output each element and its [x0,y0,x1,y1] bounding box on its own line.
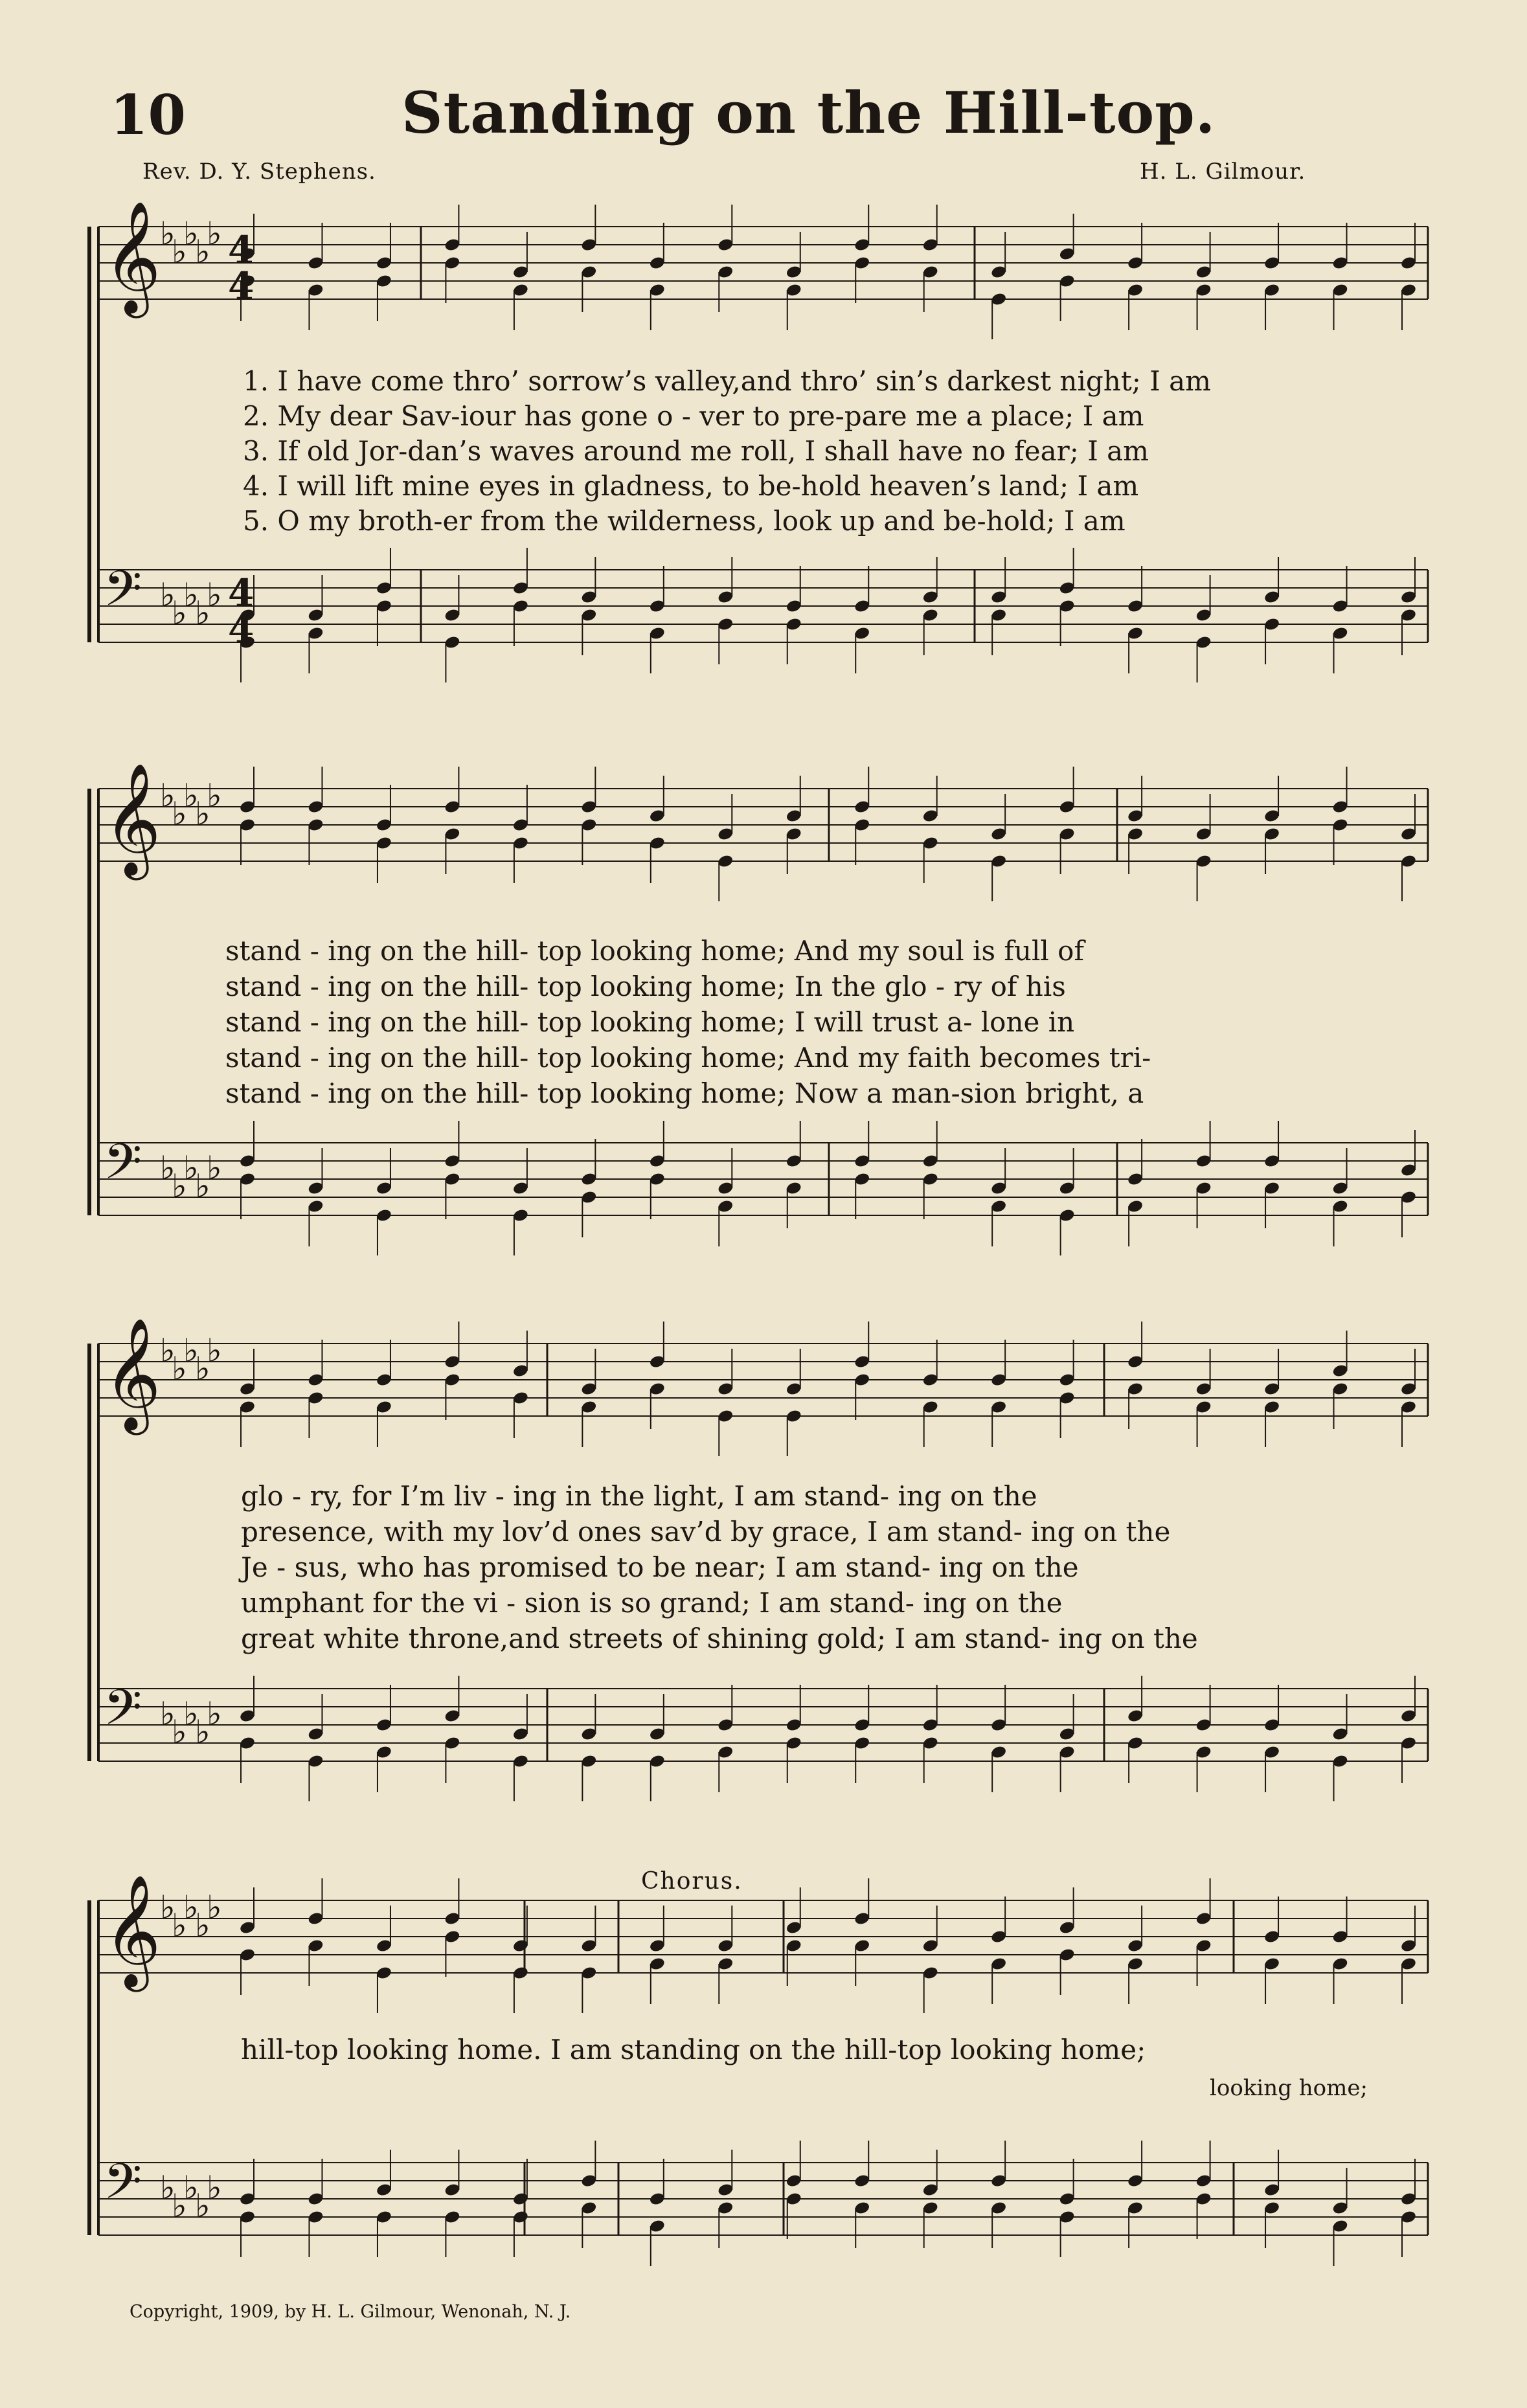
flat-sign-icon: ♭ [160,777,175,815]
lyric-line-s3-v1: glo - ry, for I’m liv - ing in the light, I am stand- ing on the [241,1480,1037,1512]
flat-sign-icon: ♭ [172,1350,187,1388]
time-signature: 4 [228,228,254,272]
flat-sign-icon: ♭ [160,1149,175,1187]
flat-sign-icon: ♭ [183,1695,199,1733]
flat-sign-icon: ♭ [195,233,210,271]
flat-sign-icon: ♭ [207,215,222,253]
bass-clef-icon: 𝄢 [104,1679,142,1748]
bass-clef-icon: 𝄢 [104,2153,142,2222]
lyric-line-s3-v2: presence, with my lov’d ones sav’d by grace, I am stand- ing on the [241,1516,1171,1547]
treble-clef-icon: 𝄞 [104,1318,161,1430]
flat-sign-icon: ♭ [172,1167,187,1205]
flat-sign-icon: ♭ [183,1332,199,1369]
flat-sign-icon: ♭ [195,2187,210,2225]
flat-sign-icon: ♭ [172,1713,187,1751]
flat-sign-icon: ♭ [172,1907,187,1944]
flat-sign-icon: ♭ [207,576,222,614]
flat-sign-icon: ♭ [183,1149,199,1187]
flat-sign-icon: ♭ [207,2169,222,2207]
lyric-line-s3-v5: great white throne,and streets of shining gold; I am stand- ing on the [241,1623,1198,1654]
bass-clef-icon: 𝄢 [104,560,142,629]
flat-sign-icon: ♭ [172,594,187,632]
lyric-line-s2-v5: stand - ing on the hill- top looking home; Now a man-sion bright, a [225,1077,1144,1109]
flat-sign-icon: ♭ [207,1695,222,1733]
treble-clef-icon: 𝄞 [104,763,161,875]
composer-credit: H. L. Gilmour. [1140,159,1306,185]
hymn-number: 10 [110,83,186,147]
flat-sign-icon: ♭ [195,1350,210,1388]
flat-sign-icon: ♭ [183,1889,199,1926]
page-title: Standing on the Hill-top. [402,79,1216,146]
lyric-line-s4: hill-top looking home. I am standing on the hill-top looking home; [241,2034,1146,2065]
treble-clef-icon: 𝄞 [104,201,161,313]
lyric-line-s1-v4: 4. I will lift mine eyes in gladness, to be-hold heaven’s land; I am [243,470,1139,502]
flat-sign-icon: ♭ [160,576,175,614]
flat-sign-icon: ♭ [160,1889,175,1926]
chorus-label: Chorus. [641,1868,743,1895]
lyric-line-s1-v2: 2. My dear Sav-iour has gone o - ver to pre-pare me a place; I am [243,400,1144,432]
lyric-line-s2-v4: stand - ing on the hill- top looking home; And my faith becomes tri- [225,1042,1151,1074]
flat-sign-icon: ♭ [207,1332,222,1369]
flat-sign-icon: ♭ [195,1167,210,1205]
flat-sign-icon: ♭ [195,795,210,833]
copyright-notice: Copyright, 1909, by H. L. Gilmour, Wenonah, N. J. [130,2302,571,2322]
flat-sign-icon: ♭ [160,1695,175,1733]
lyric-line-s3-v3: Je - sus, who has promised to be near; I am stand- ing on the [241,1551,1079,1583]
flat-sign-icon: ♭ [160,1332,175,1369]
time-signature: 4 [228,571,254,615]
flat-sign-icon: ♭ [195,594,210,632]
flat-sign-icon: ♭ [183,777,199,815]
lyric-line-s2-v3: stand - ing on the hill- top looking home; I will trust a- lone in [225,1006,1075,1038]
bass-words: looking home; [1210,2075,1368,2101]
flat-sign-icon: ♭ [183,215,199,253]
lyric-line-s1-v1: 1. I have come thro’ sorrow’s valley,and thro’ sin’s darkest night; I am [243,365,1211,397]
time-signature: 4 [228,264,254,308]
lyric-line-s1-v5: 5. O my broth-er from the wilderness, look up and be-hold; I am [243,505,1125,537]
flat-sign-icon: ♭ [207,1149,222,1187]
flat-sign-icon: ♭ [207,1889,222,1926]
lyric-line-s2-v2: stand - ing on the hill- top looking home; In the glo - ry of his [225,971,1066,1002]
flat-sign-icon: ♭ [183,2169,199,2207]
time-signature: 4 [228,607,254,651]
flat-sign-icon: ♭ [172,795,187,833]
flat-sign-icon: ♭ [172,2187,187,2225]
flat-sign-icon: ♭ [207,777,222,815]
lyric-line-s2-v1: stand - ing on the hill- top looking home; And my soul is full of [225,935,1084,967]
lyric-line-s3-v4: umphant for the vi - sion is so grand; I am stand- ing on the [241,1587,1063,1619]
lyric-line-s1-v3: 3. If old Jor-dan’s waves around me roll, I shall have no fear; I am [243,435,1149,467]
treble-clef-icon: 𝄞 [104,1874,161,1987]
flat-sign-icon: ♭ [195,1713,210,1751]
bass-clef-icon: 𝄢 [104,1133,142,1202]
flat-sign-icon: ♭ [160,2169,175,2207]
flat-sign-icon: ♭ [160,215,175,253]
flat-sign-icon: ♭ [183,576,199,614]
flat-sign-icon: ♭ [195,1907,210,1944]
flat-sign-icon: ♭ [172,233,187,271]
author-credit: Rev. D. Y. Stephens. [142,159,376,185]
